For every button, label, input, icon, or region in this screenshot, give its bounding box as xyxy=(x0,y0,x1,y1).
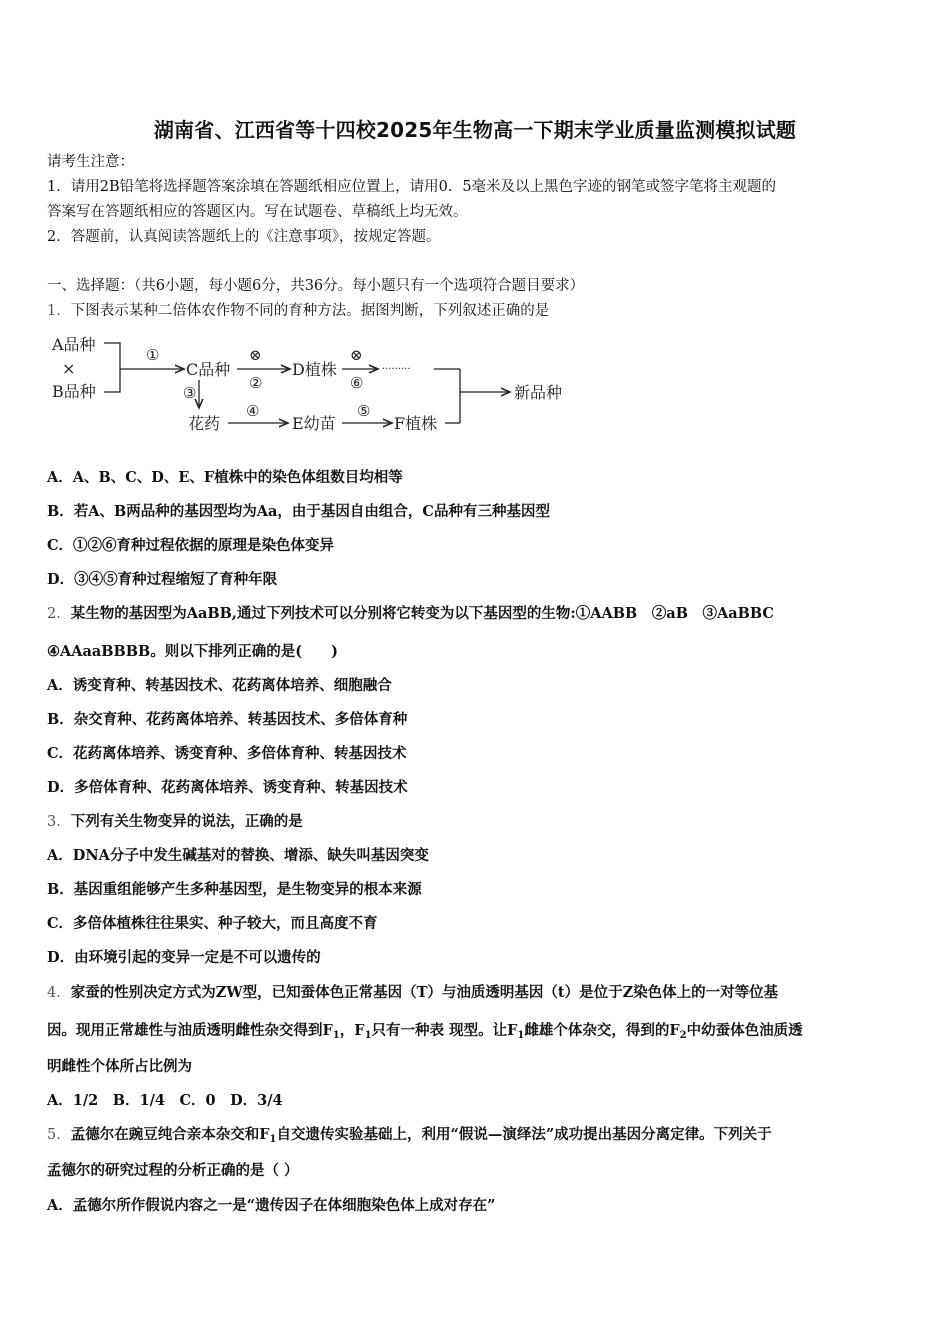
text-seg: 孟德尔在豌豆纯合亲本杂交和F xyxy=(70,1126,270,1143)
q1-option-a: A．A、B、C、D、E、F植株中的染色体组数目均相等 xyxy=(47,469,403,486)
q4-options: A．1/2 B．1/4 C．0 D．3/4 xyxy=(47,1092,283,1109)
a-variety-label: A品种 xyxy=(52,335,96,354)
q1-option-b: B．若A、B两品种的基因型均为Aa，由于基因自由组合，C品种有三种基因型 xyxy=(47,503,550,520)
question-2-stem-cont: ④AAaaBBBB。则以下排列正确的是( ) xyxy=(47,643,339,660)
question-text: 家蚕的性别决定方式为ZW型，已知蚕体色正常基因（T）与油质透明基因（t）是位于Z染色体上的一对等位基 xyxy=(70,984,779,1001)
notice-item-1-cont: 答案写在答题纸相应的答题区内。写在试题卷、草稿纸上均无效。 xyxy=(47,204,468,220)
question-number: 5． xyxy=(47,1127,71,1143)
question-number: 2． xyxy=(47,606,71,622)
notice-item-1: 1．请用2B铅笔将选择题答案涂填在答题纸相应位置上，请用0．5毫米及以上黑色字迹的钢笔或签字笔将主观题的 xyxy=(47,179,777,195)
q1-option-d: D．③④⑤育种过程缩短了育种年限 xyxy=(47,571,278,588)
d-plant-label: D植株 xyxy=(292,360,337,379)
bracket-line xyxy=(104,343,120,392)
subscript: 1 xyxy=(517,1030,525,1041)
question-5-stem xyxy=(47,1125,772,1145)
subscript: 1 xyxy=(364,1030,372,1041)
q3-option-d: D．由环境引起的变异一定是不可以遗传的 xyxy=(47,949,321,966)
b-variety-label: B品种 xyxy=(52,382,96,401)
question-4-stem xyxy=(47,983,778,1003)
question-3-stem xyxy=(47,812,303,832)
question-text: 某生物的基因型为AaBB,通过下列技术可以分别将它转变为以下基因型的生物:①AABB ②aB ③AaBBC xyxy=(70,605,774,622)
step-5-label: ⑤ xyxy=(357,402,371,420)
subscript: 2 xyxy=(679,1030,687,1041)
page-title: 湖南省、江西省等十四校2025年生物高一下期末学业质量监测模拟试题 xyxy=(153,118,797,142)
e-seedling-label: E幼苗 xyxy=(292,414,336,433)
text-seg: ，F xyxy=(339,1022,365,1039)
notice-heading: 请考生注意： xyxy=(47,154,134,170)
step-1-label: ① xyxy=(146,346,160,364)
question-4-stem-line3: 明雌性个体所占比例为 xyxy=(47,1058,192,1075)
selfing-symbol-2: ⊗ xyxy=(350,346,363,364)
text-seg: 自交遗传实验基础上，利用“假说—演绎法”成功提出基因分离定律。下列关于 xyxy=(276,1126,772,1143)
step-4-label: ④ xyxy=(246,402,260,420)
question-text: 下图表示某种二倍体农作物不同的育种方法。据图判断，下列叙述正确的是 xyxy=(70,303,550,319)
notice-item-2: 2．答题前，认真阅读答题纸上的《注意事项》，按规定答题。 xyxy=(47,229,441,245)
f-plant-label: F植株 xyxy=(394,414,438,433)
text-seg: 只有一种表 现型。让F xyxy=(371,1022,518,1039)
question-number: 1． xyxy=(47,303,71,319)
question-5-stem-cont: 孟德尔的研究过程的分析正确的是（ ） xyxy=(47,1162,299,1179)
text-seg: 中幼蚕体色油质透 xyxy=(686,1022,803,1039)
dotted-continuation: ········· xyxy=(382,364,411,375)
q2-option-c: C．花药离体培养、诱变育种、多倍体育种、转基因技术 xyxy=(47,745,407,762)
subscript: 1 xyxy=(269,1134,277,1145)
cross-symbol: × xyxy=(62,359,76,378)
q3-option-b: B．基因重组能够产生多种基因型，是生物变异的根本来源 xyxy=(47,881,422,898)
q1-option-c: C．①②⑥育种过程依据的原理是染色体变异 xyxy=(47,537,335,554)
q2-option-b: B．杂交育种、花药离体培养、转基因技术、多倍体育种 xyxy=(47,711,408,728)
question-2-stem xyxy=(47,604,774,624)
q5-option-a: A．孟德尔所作假说内容之一是“遗传因子在体细胞染色体上成对存在” xyxy=(47,1197,496,1214)
step-6-label: ⑥ xyxy=(350,374,364,392)
q3-option-a: A．DNA分子中发生碱基对的替换、增添、缺失叫基因突变 xyxy=(47,847,429,864)
question-text: 下列有关生物变异的说法，正确的是 xyxy=(70,813,303,830)
question-4-stem-line2 xyxy=(47,1021,803,1041)
selfing-symbol: ⊗ xyxy=(249,346,262,364)
step-3-label: ③ xyxy=(183,384,197,402)
c-variety-label: C品种 xyxy=(186,360,231,379)
subscript: 1 xyxy=(332,1030,340,1041)
section-heading: 一、选择题：（共6小题，每小题6分，共36分。每小题只有一个选项符合题目要求） xyxy=(47,278,585,294)
q3-option-c: C．多倍体植株往往果实、种子较大，而且高度不育 xyxy=(47,915,378,932)
breeding-diagram xyxy=(52,330,592,440)
question-number: 4． xyxy=(47,985,71,1001)
question-number: 3． xyxy=(47,814,71,830)
text-seg: 雌雄个体杂交，得到的F xyxy=(524,1022,680,1039)
anther-label: 花药 xyxy=(188,414,221,433)
question-1-stem xyxy=(47,301,549,321)
step-2-label: ② xyxy=(249,374,263,392)
q2-option-a: A．诱变育种、转基因技术、花药离体培养、细胞融合 xyxy=(47,677,392,694)
q2-option-d: D．多倍体育种、花药离体培养、诱变育种、转基因技术 xyxy=(47,779,408,796)
new-variety-label: 新品种 xyxy=(514,383,563,402)
text-seg: 因。现用正常雄性与油质透明雌性杂交得到F xyxy=(47,1022,333,1039)
